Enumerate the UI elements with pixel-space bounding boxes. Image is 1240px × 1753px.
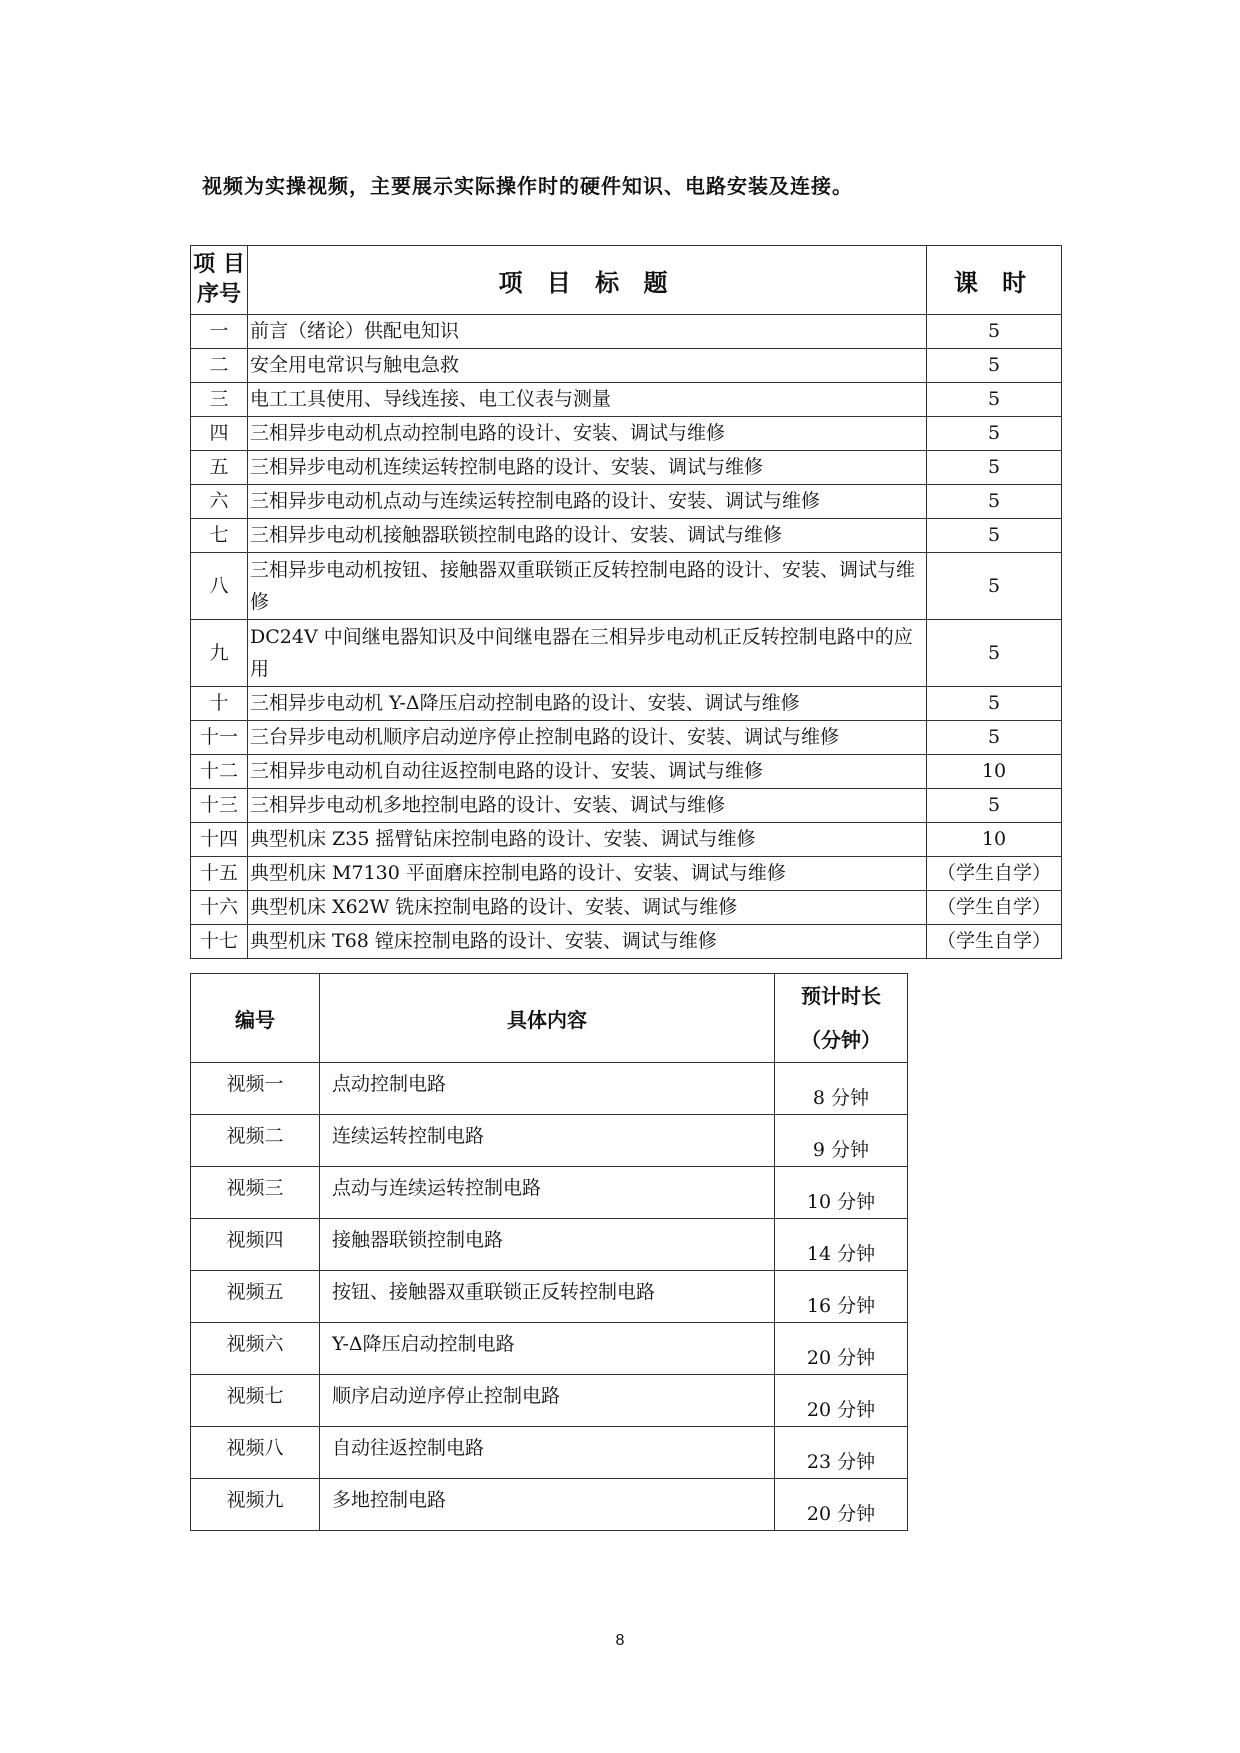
video-id: 视频四 — [191, 1219, 320, 1271]
table-row — [191, 315, 1062, 349]
header-estimated-duration — [775, 974, 908, 1063]
table-row — [191, 1063, 908, 1115]
table-row — [191, 417, 1062, 451]
page-number: 8 — [615, 1632, 625, 1649]
project-title: 三相异步电动机按钮、接触器双重联锁正反转控制电路的设计、安装、调试与维修 — [248, 553, 927, 620]
header-estimated-duration-line1: 预计时长 — [801, 984, 881, 1008]
project-number: 十 — [191, 687, 248, 721]
video-duration: 23 分钟 — [775, 1427, 908, 1479]
table-row — [191, 553, 1062, 620]
video-duration: 20 分钟 — [775, 1323, 908, 1375]
project-number: 十四 — [191, 823, 248, 857]
project-hours: （学生自学） — [927, 891, 1062, 925]
table-row — [191, 755, 1062, 789]
project-hours: 5 — [927, 383, 1062, 417]
project-hours: 5 — [927, 349, 1062, 383]
project-number: 二 — [191, 349, 248, 383]
table-row — [191, 451, 1062, 485]
project-title: 三相异步电动机点动控制电路的设计、安装、调试与维修 — [248, 417, 927, 451]
video-content: 自动往返控制电路 — [320, 1427, 775, 1479]
table-row — [191, 349, 1062, 383]
table-row — [191, 620, 1062, 687]
project-title: 电工工具使用、导线连接、电工仪表与测量 — [248, 383, 927, 417]
project-hours: 5 — [927, 417, 1062, 451]
video-duration: 9 分钟 — [775, 1115, 908, 1167]
project-number: 五 — [191, 451, 248, 485]
project-title: 三台异步电动机顺序启动逆序停止控制电路的设计、安装、调试与维修 — [248, 721, 927, 755]
table-row — [191, 1167, 908, 1219]
table-header-row — [191, 974, 908, 1063]
project-title: 三相异步电动机连续运转控制电路的设计、安装、调试与维修 — [248, 451, 927, 485]
video-duration: 20 分钟 — [775, 1375, 908, 1427]
header-project-number-line1: 项 目 — [193, 252, 245, 277]
video-content: 连续运转控制电路 — [320, 1115, 775, 1167]
video-duration: 16 分钟 — [775, 1271, 908, 1323]
project-hours: 5 — [927, 721, 1062, 755]
video-id: 视频六 — [191, 1323, 320, 1375]
table-header-row — [191, 246, 1062, 315]
video-content: 点动控制电路 — [320, 1063, 775, 1115]
table-row — [191, 1115, 908, 1167]
table-row — [191, 485, 1062, 519]
project-number: 六 — [191, 485, 248, 519]
table-row — [191, 823, 1062, 857]
table-row — [191, 687, 1062, 721]
project-title: 三相异步电动机自动往返控制电路的设计、安装、调试与维修 — [248, 755, 927, 789]
video-id: 视频三 — [191, 1167, 320, 1219]
header-video-id: 编号 — [191, 974, 320, 1063]
project-hours: 5 — [927, 315, 1062, 349]
video-content: 按钮、接触器双重联锁正反转控制电路 — [320, 1271, 775, 1323]
table-row — [191, 1323, 908, 1375]
project-title: 典型机床 M7130 平面磨床控制电路的设计、安装、调试与维修 — [248, 857, 927, 891]
video-list-table — [190, 973, 908, 1531]
project-title: 三相异步电动机接触器联锁控制电路的设计、安装、调试与维修 — [248, 519, 927, 553]
project-title: 前言（绪论）供配电知识 — [248, 315, 927, 349]
video-id: 视频一 — [191, 1063, 320, 1115]
header-project-title: 项 目 标 题 — [248, 246, 927, 315]
project-hours: 5 — [927, 519, 1062, 553]
project-title: DC24V 中间继电器知识及中间继电器在三相异步电动机正反转控制电路中的应用 — [248, 620, 927, 687]
header-estimated-duration-line2: （分钟） — [801, 1028, 881, 1052]
video-content: 顺序启动逆序停止控制电路 — [320, 1375, 775, 1427]
project-title: 典型机床 X62W 铣床控制电路的设计、安装、调试与维修 — [248, 891, 927, 925]
table-row — [191, 1271, 908, 1323]
video-list-body — [191, 1063, 908, 1531]
project-number: 十七 — [191, 925, 248, 959]
video-duration: 20 分钟 — [775, 1479, 908, 1531]
project-hours: 5 — [927, 789, 1062, 823]
table-row — [191, 1375, 908, 1427]
project-title: 三相异步电动机点动与连续运转控制电路的设计、安装、调试与维修 — [248, 485, 927, 519]
project-number: 十六 — [191, 891, 248, 925]
table-row — [191, 1479, 908, 1531]
header-project-number — [191, 246, 248, 315]
video-duration: 10 分钟 — [775, 1167, 908, 1219]
course-projects-table — [190, 245, 1062, 959]
header-class-hours: 课 时 — [927, 246, 1062, 315]
project-number: 八 — [191, 553, 248, 620]
project-title: 典型机床 T68 镗床控制电路的设计、安装、调试与维修 — [248, 925, 927, 959]
table-row — [191, 1427, 908, 1479]
table-row — [191, 519, 1062, 553]
video-id: 视频九 — [191, 1479, 320, 1531]
project-number: 九 — [191, 620, 248, 687]
project-title: 三相异步电动机 Y-Δ降压启动控制电路的设计、安装、调试与维修 — [248, 687, 927, 721]
table-row — [191, 1219, 908, 1271]
video-id: 视频五 — [191, 1271, 320, 1323]
project-number: 七 — [191, 519, 248, 553]
project-hours: 10 — [927, 823, 1062, 857]
table-row — [191, 891, 1062, 925]
table-row — [191, 925, 1062, 959]
video-duration: 14 分钟 — [775, 1219, 908, 1271]
video-id: 视频七 — [191, 1375, 320, 1427]
video-content: Y-Δ降压启动控制电路 — [320, 1323, 775, 1375]
project-hours: （学生自学） — [927, 857, 1062, 891]
table-row — [191, 383, 1062, 417]
video-duration: 8 分钟 — [775, 1063, 908, 1115]
course-projects-body — [191, 315, 1062, 959]
project-number: 四 — [191, 417, 248, 451]
project-hours: 10 — [927, 755, 1062, 789]
video-content: 点动与连续运转控制电路 — [320, 1167, 775, 1219]
video-content: 多地控制电路 — [320, 1479, 775, 1531]
project-number: 十一 — [191, 721, 248, 755]
table-row — [191, 721, 1062, 755]
project-hours: 5 — [927, 553, 1062, 620]
table-row — [191, 857, 1062, 891]
intro-paragraph: 视频为实操视频，主要展示实际操作时的硬件知识、电路安装及连接。 — [202, 174, 853, 198]
project-number: 十三 — [191, 789, 248, 823]
project-title: 三相异步电动机多地控制电路的设计、安装、调试与维修 — [248, 789, 927, 823]
project-hours: 5 — [927, 687, 1062, 721]
video-id: 视频二 — [191, 1115, 320, 1167]
project-number: 十五 — [191, 857, 248, 891]
project-title: 安全用电常识与触电急救 — [248, 349, 927, 383]
header-project-number-line2: 序号 — [196, 282, 241, 307]
video-id: 视频八 — [191, 1427, 320, 1479]
header-video-content: 具体内容 — [320, 974, 775, 1063]
project-number: 十二 — [191, 755, 248, 789]
project-hours: 5 — [927, 620, 1062, 687]
table-row — [191, 789, 1062, 823]
project-number: 三 — [191, 383, 248, 417]
video-content: 接触器联锁控制电路 — [320, 1219, 775, 1271]
project-hours: 5 — [927, 485, 1062, 519]
project-hours: 5 — [927, 451, 1062, 485]
project-hours: （学生自学） — [927, 925, 1062, 959]
project-title: 典型机床 Z35 摇臂钻床控制电路的设计、安装、调试与维修 — [248, 823, 927, 857]
project-number: 一 — [191, 315, 248, 349]
